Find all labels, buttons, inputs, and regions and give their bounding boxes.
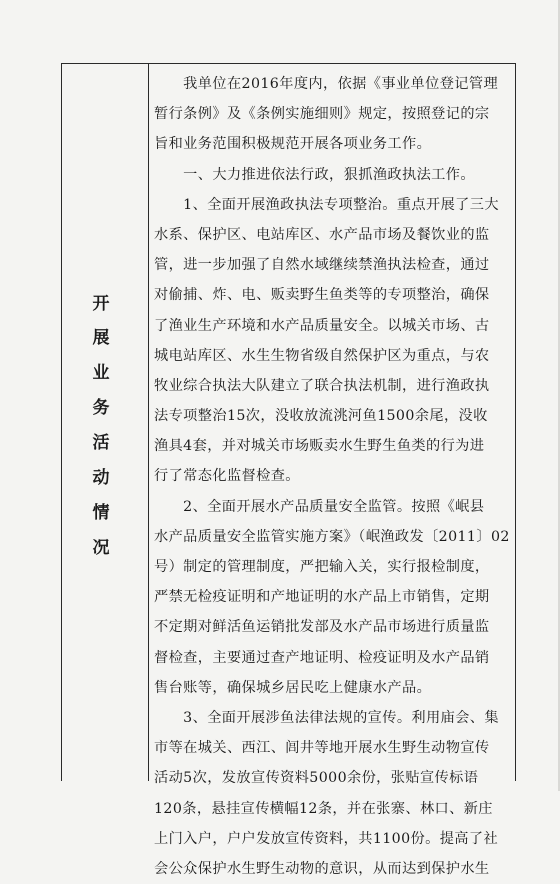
- text-line: 法专项整治15次，没收放流洮河鱼1500余尾，没收: [154, 408, 488, 425]
- text-line: 1、全面开展渔政执法专项整治。重点开展了三大: [154, 196, 499, 213]
- text-line: 了渔业生产环境和水产品质量安全。以城关市场、古: [154, 317, 490, 334]
- text-line: 一、大力推进依法行政，狠抓渔政执法工作。: [154, 166, 475, 183]
- text-line: 严禁无检疫证明和产地证明的水产品上市销售，定期: [154, 589, 490, 606]
- text-line: 旨和业务范围积极规范开展各项业务工作。: [154, 136, 432, 153]
- text-line: 对偷捕、炸、电、贩卖野生鱼类等的专项整治，确保: [154, 287, 490, 304]
- text-line: 城电站库区、水生生物省级自然保护区为重点，与农: [154, 347, 490, 364]
- text-line: 管，进一步加强了自然水域继续禁渔执法检查，通过: [154, 257, 490, 274]
- section-label-char: 况: [92, 538, 110, 558]
- section-label-char: 情: [92, 503, 110, 523]
- report-form-table: [61, 63, 516, 877]
- section-label-char: 活: [92, 433, 110, 453]
- text-line: 渔具4套，并对城关市场贩卖水生野生鱼类的行为进: [154, 438, 485, 455]
- text-line: 3、全面开展涉鱼法律法规的宣传。利用庙会、集: [154, 709, 499, 726]
- text-line: 市等在城关、西江、闾井等地开展水生野生动物宣传: [154, 740, 490, 757]
- text-line: 120条，悬挂宣传横幅12条，并在张寨、林口、新庄: [154, 800, 493, 817]
- text-line: 会公众保护水生野生动物的意识，从而达到保护水生: [154, 860, 490, 877]
- section-label-cell: [62, 64, 148, 781]
- text-line: 活动5次，发放宣传资料5000余份，张贴宣传标语: [154, 770, 479, 787]
- section-label-char: 业: [92, 363, 110, 383]
- text-line: 售台账等，确保城乡居民吃上健康水产品。: [154, 679, 432, 696]
- text-line: 2、全面开展水产品质量安全监管。按照《岷县: [154, 498, 485, 515]
- text-line: 号）制定的管理制度，严把输入关，实行报检制度，: [154, 559, 490, 575]
- activity-description: [154, 69, 514, 884]
- column-divider: [148, 64, 149, 781]
- text-line: 暂行条例》及《条例实施细则》规定，按照登记的宗: [154, 106, 490, 123]
- text-line: 上门入户，户户发放宣传资料，共1100份。提高了社: [154, 830, 499, 847]
- text-line: 水系、保护区、电站库区、水产品市场及餐饮业的监: [154, 226, 490, 243]
- section-label-char: 动: [92, 468, 110, 488]
- section-label-char: 展: [92, 328, 110, 348]
- text-line: 督检查，主要通过查产地证明、检疫证明及水产品销: [154, 649, 490, 666]
- text-line: 水产品质量安全监管实施方案》（岷渔政发〔2011〕02: [154, 528, 510, 545]
- section-label-char: 开: [92, 294, 110, 314]
- text-line: 牧业综合执法大队建立了联合执法机制，进行渔政执: [154, 377, 490, 394]
- text-line: 我单位在2016年度内，依据《事业单位登记管理: [154, 76, 499, 92]
- text-line: 行了常态化监督检查。: [154, 468, 300, 485]
- text-line: 不定期对鲜活鱼运销批发部及水产品市场进行质量监: [154, 619, 490, 636]
- section-label-char: 务: [92, 398, 110, 418]
